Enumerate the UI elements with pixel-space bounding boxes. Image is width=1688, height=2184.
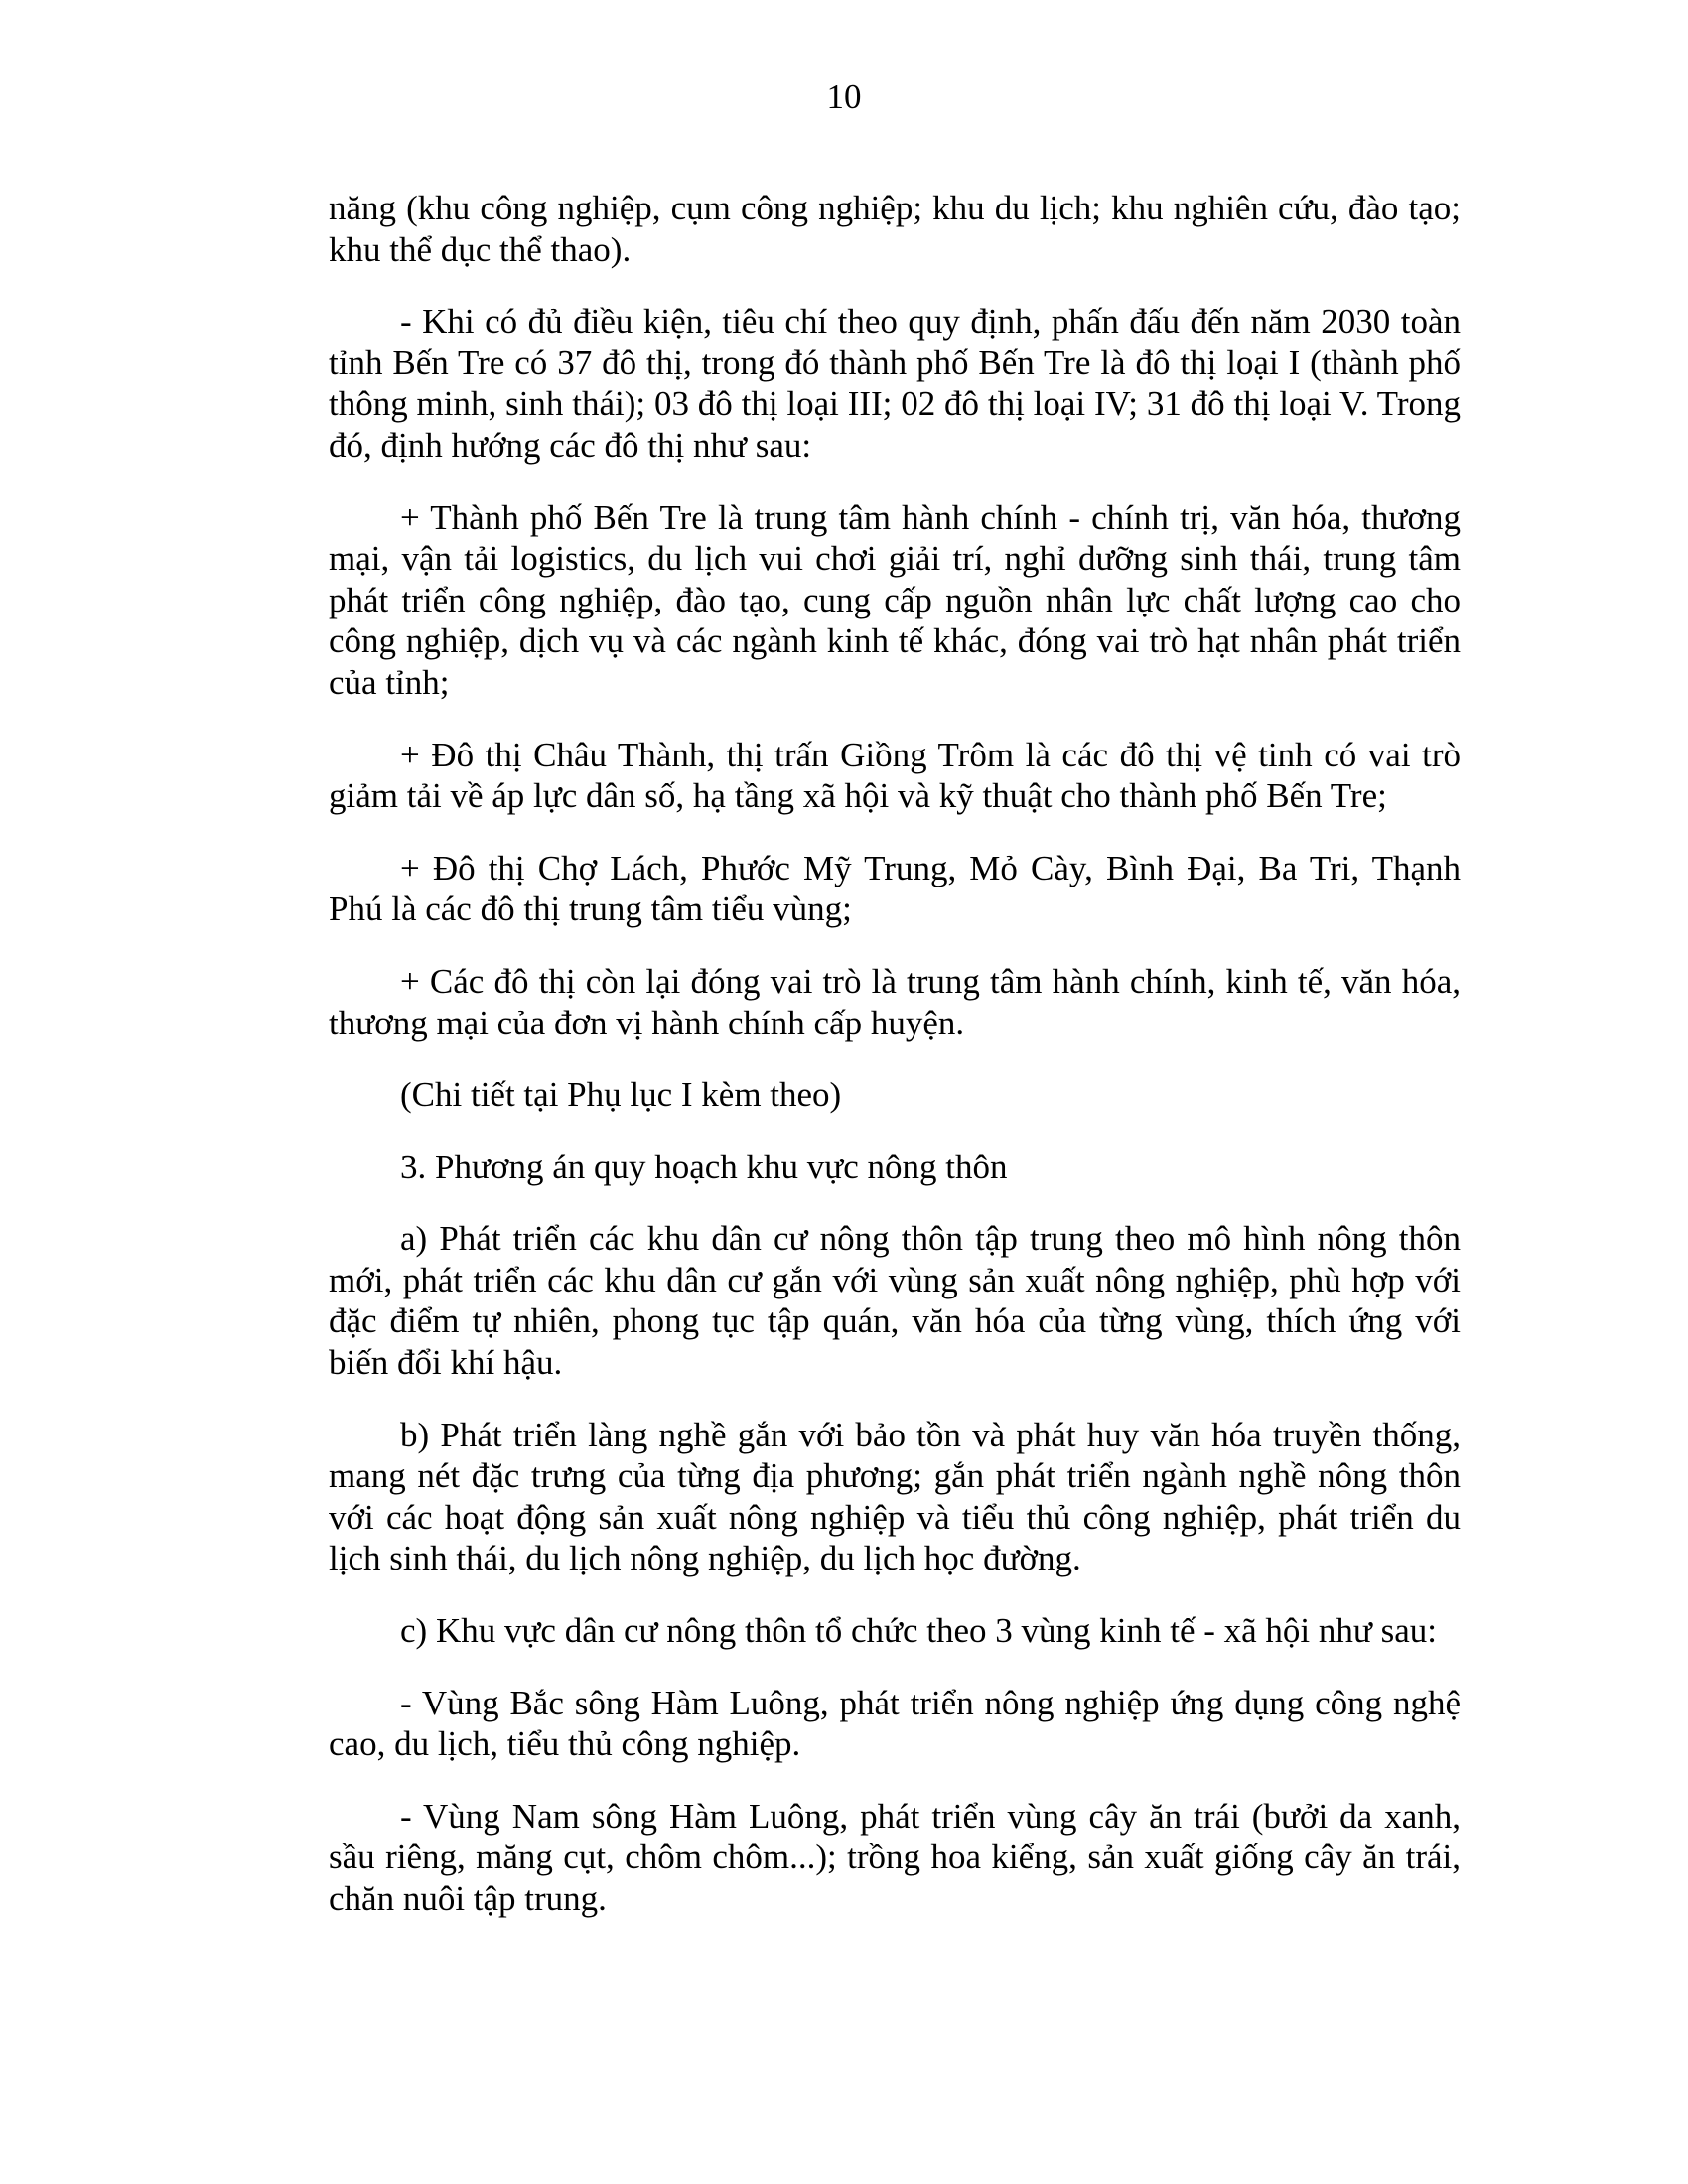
paragraph-satellite-towns: + Đô thị Châu Thành, thị trấn Giồng Trôm là các đô thị vệ tinh có vai trò giảm tải về áp lực dân số, hạ tầng xã hội và kỹ thuật cho thành phố Bến Tre; [329,735,1461,816]
paragraph-north-region: - Vùng Bắc sông Hàm Luông, phát triển nông nghiệp ứng dụng công nghệ cao, du lịch, tiểu thủ công nghiệp. [329,1683,1461,1764]
paragraph-south-region: - Vùng Nam sông Hàm Luông, phát triển vùng cây ăn trái (bưởi da xanh, sầu riêng, măng cụt, chôm chôm...); trồng hoa kiểng, sản xuất giống cây ăn trái, chăn nuôi tập trung. [329,1796,1461,1918]
paragraph-remaining-towns: + Các đô thị còn lại đóng vai trò là trung tâm hành chính, kinh tế, văn hóa, thương mại của đơn vị hành chính cấp huyện. [329,961,1461,1042]
document-body [329,188,1461,1951]
paragraph-item-b: b) Phát triển làng nghề gắn với bảo tồn và phát huy văn hóa truyền thống, mang nét đặc trưng của từng địa phương; gắn phát triển ngành nghề nông thôn với các hoạt động sản xuất nông nghiệp và tiểu thủ công nghiệp, phát triển du lịch sinh thái, du lịch nông nghiệp, du lịch học đường. [329,1415,1461,1578]
paragraph-item-a: a) Phát triển các khu dân cư nông thôn tập trung theo mô hình nông thôn mới, phát triển các khu dân cư gắn với vùng sản xuất nông nghiệp, phù hợp với đặc điểm tự nhiên, phong tục tập quán, văn hóa của từng vùng, thích ứng với biến đổi khí hậu. [329,1219,1461,1383]
page-number: 10 [826,77,862,116]
paragraph-item-c: c) Khu vực dân cư nông thôn tổ chức theo 3 vùng kinh tế - xã hội như sau: [400,1611,1438,1651]
paragraph-ben-tre-city: + Thành phố Bến Tre là trung tâm hành chính - chính trị, văn hóa, thương mại, vận tải logistics, du lịch vui chơi giải trí, nghỉ dưỡng sinh thái, trung tâm phát triển công nghiệp, đào tạo, cung cấp nguồn nhân lực chất lượng cao cho công nghiệp, dịch vụ và các ngành kinh tế khác, đóng vai trò hạt nhân phát triển của tỉnh; [329,497,1461,702]
paragraph-urban-count: - Khi có đủ điều kiện, tiêu chí theo quy định, phấn đấu đến năm 2030 toàn tỉnh Bến Tre có 37 đô thị, trong đó thành phố Bến Tre là đô thị loại I (thành phố thông minh, sinh thái); 03 đô thị loại III; 02 đô thị loại IV; 31 đô thị loại V. Trong đó, định hướng các đô thị như sau: [329,302,1461,465]
section-heading-rural-planning: 3. Phương án quy hoạch khu vực nông thôn [400,1147,1008,1186]
paragraph-appendix-note: (Chi tiết tại Phụ lục I kèm theo) [400,1075,842,1115]
paragraph-continuation: năng (khu công nghiệp, cụm công nghiệp; khu du lịch; khu nghiên cứu, đào tạo; khu thể dục thể thao). [329,189,1461,269]
paragraph-subregion-centers: + Đô thị Chợ Lách, Phước Mỹ Trung, Mỏ Cày, Bình Đại, Ba Tri, Thạnh Phú là các đô thị trung tâm tiểu vùng; [329,848,1461,929]
